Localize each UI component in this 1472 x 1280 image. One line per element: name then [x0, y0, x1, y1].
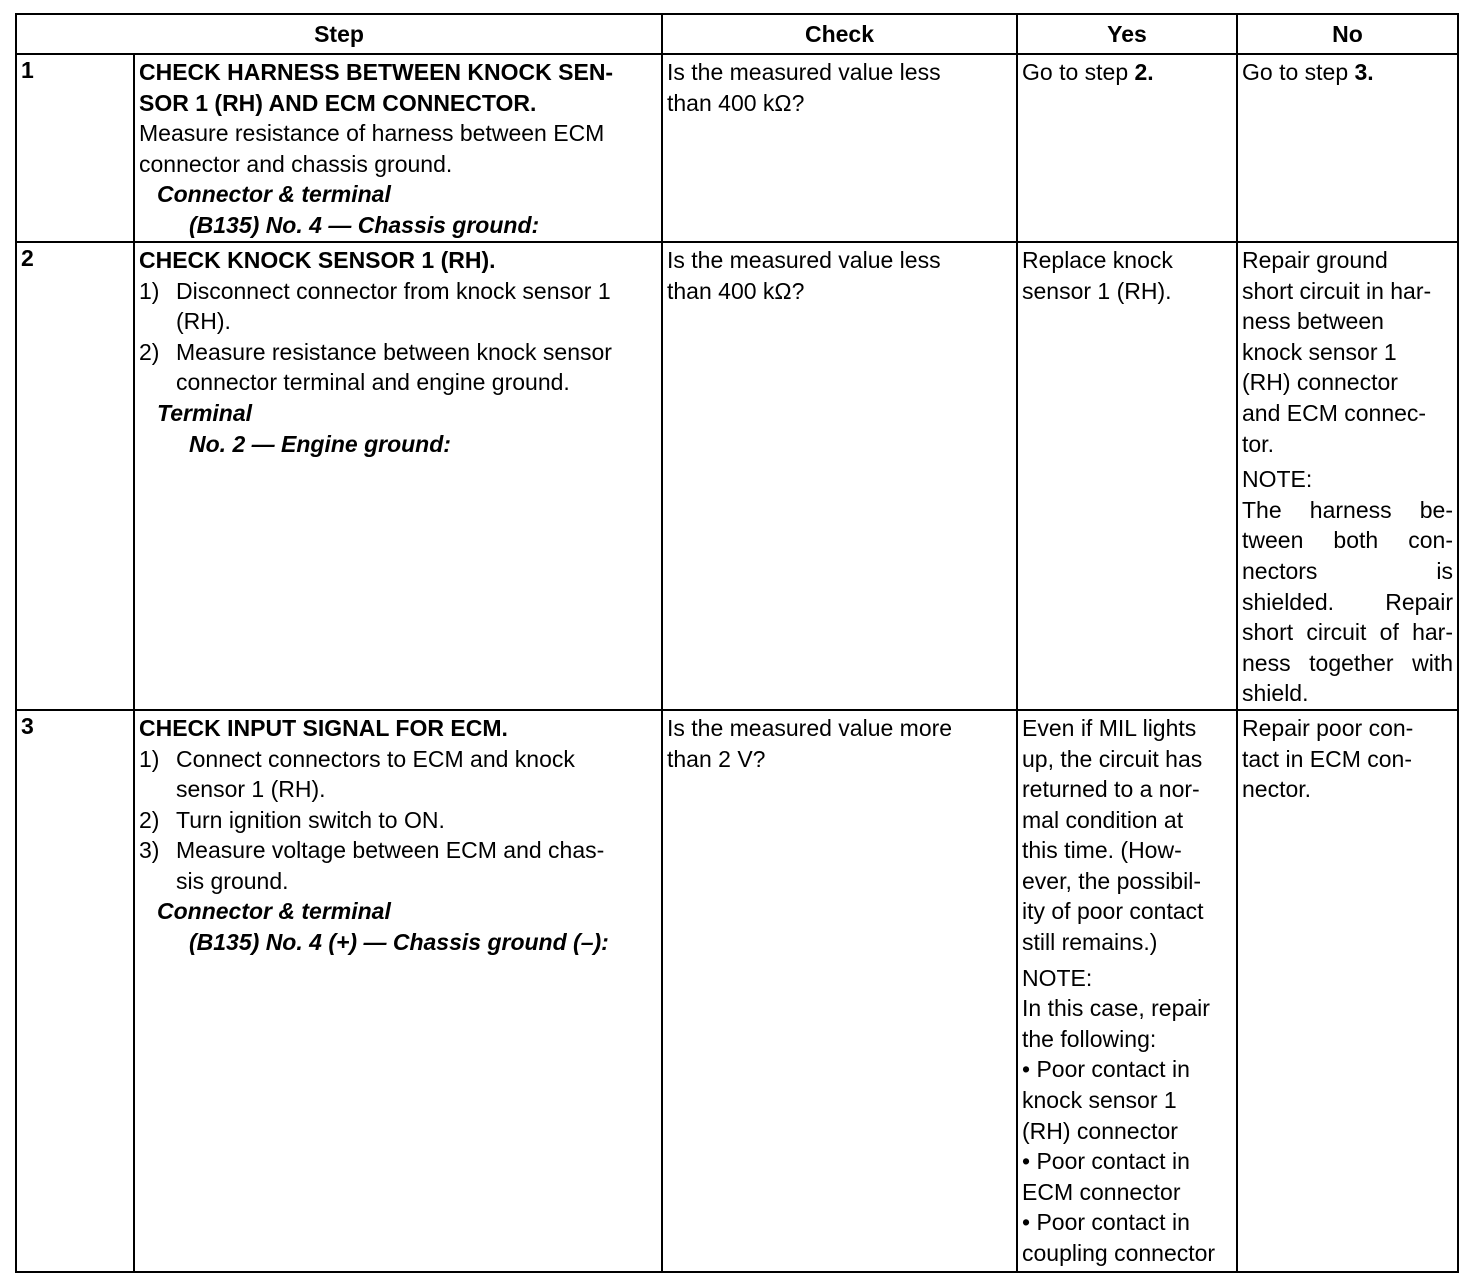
- note-text: In this case, repair: [1022, 995, 1210, 1022]
- list-item-text: connector terminal and engine ground.: [176, 369, 570, 396]
- list-item: [139, 337, 657, 398]
- yes-text: ever, the possibil-: [1022, 867, 1201, 894]
- step-title: CHECK INPUT SIGNAL FOR ECM.: [139, 714, 508, 741]
- header-step: Step: [16, 14, 662, 54]
- spec-value: No. 2 — Engine ground:: [189, 430, 451, 457]
- bullet-text: • Poor contact in: [1022, 1209, 1190, 1236]
- no-text: (RH) connector: [1242, 369, 1398, 396]
- list-item: [139, 276, 657, 337]
- yes-text: mal condition at: [1022, 806, 1184, 833]
- spec-label: Connector & terminal: [157, 898, 391, 925]
- step-title: CHECK KNOCK SENSOR 1 (RH).: [139, 247, 496, 273]
- no-cell: [1237, 242, 1458, 710]
- no-text: tact in ECM con-: [1242, 745, 1412, 772]
- no-text: Repair poor con-: [1242, 714, 1414, 741]
- list-item-text: (RH).: [176, 308, 231, 335]
- yes-text: ity of poor contact: [1022, 898, 1204, 925]
- yes-cell: [1017, 54, 1237, 242]
- yes-cell: [1017, 710, 1237, 1272]
- check-text: Is the measured value less: [667, 59, 941, 85]
- table-row: [16, 242, 1458, 710]
- step-cell: [134, 242, 662, 710]
- list-item-number: 3): [139, 837, 160, 864]
- no-cell: [1237, 54, 1458, 242]
- yes-text: still remains.): [1022, 929, 1158, 956]
- note-title: NOTE:: [1242, 466, 1313, 493]
- check-cell: [662, 242, 1017, 710]
- check-text: than 400 kΩ?: [667, 89, 805, 116]
- spec-label: Connector & terminal: [157, 181, 391, 208]
- yes-cell: [1017, 242, 1237, 710]
- no-text: Repair ground: [1242, 247, 1388, 273]
- yes-text: returned to a nor-: [1022, 776, 1200, 803]
- no-text: knock sensor 1: [1242, 338, 1397, 365]
- list-item-text: sensor 1 (RH).: [176, 776, 326, 803]
- yes-text: Even if MIL lights: [1022, 714, 1197, 741]
- no-text: and ECM connec-: [1242, 399, 1427, 426]
- list-item: [139, 744, 657, 805]
- note-title: NOTE:: [1022, 964, 1093, 991]
- bullet-text: • Poor contact in: [1022, 1148, 1190, 1175]
- check-text: than 400 kΩ?: [667, 277, 805, 304]
- note-text: shielded. Repair: [1242, 588, 1453, 615]
- header-no: No: [1237, 14, 1458, 54]
- bullet-text: (RH) connector: [1022, 1117, 1178, 1144]
- yes-text: Go to step: [1022, 59, 1135, 85]
- no-text: Go to step: [1242, 59, 1355, 85]
- spec-label: Terminal: [157, 399, 253, 426]
- note-text: short circuit of har-: [1242, 619, 1453, 646]
- table-row: [16, 54, 1458, 242]
- spec-value: (B135) No. 4 — Chassis ground:: [189, 211, 540, 238]
- step-title: SOR 1 (RH) AND ECM CONNECTOR.: [139, 89, 537, 116]
- list-item-text: Turn ignition switch to ON.: [176, 806, 445, 833]
- note-text: tween both con-: [1242, 527, 1453, 554]
- list-item: [139, 805, 657, 836]
- check-cell: [662, 54, 1017, 242]
- bullet-text: • Poor contact in: [1022, 1056, 1190, 1083]
- yes-text: up, the circuit has: [1022, 745, 1203, 772]
- header-check: Check: [662, 14, 1017, 54]
- check-text: Is the measured value less: [667, 247, 941, 273]
- spec-value: (B135) No. 4 (+) — Chassis ground (–):: [189, 929, 609, 956]
- no-text: tor.: [1242, 430, 1274, 457]
- note-text: ness together with: [1242, 649, 1453, 676]
- note-text: the following:: [1022, 1025, 1157, 1052]
- list-item-text: Connect connectors to ECM and knock: [176, 745, 575, 772]
- list-item-text: Measure voltage between ECM and chas-: [176, 837, 605, 864]
- note-text: nectors is: [1242, 557, 1453, 584]
- no-text: nector.: [1242, 776, 1312, 803]
- yes-text: this time. (How-: [1022, 837, 1182, 864]
- list-item-number: 2): [139, 338, 160, 365]
- bullet-item: [1022, 1207, 1232, 1268]
- bullet-text: knock sensor 1: [1022, 1087, 1177, 1114]
- list-item-text: sis ground.: [176, 867, 289, 894]
- note-text: The harness be-: [1242, 496, 1453, 523]
- list-item-text: Measure resistance between knock sensor: [176, 338, 612, 365]
- step-number: 2: [16, 242, 134, 710]
- check-text: Is the measured value more: [667, 714, 953, 741]
- table-row: [16, 710, 1458, 1272]
- diagnostic-table: [15, 13, 1459, 1273]
- yes-text: Replace knock: [1022, 247, 1173, 273]
- no-cell: [1237, 710, 1458, 1272]
- bullet-item: [1022, 1146, 1232, 1207]
- no-text: ness between: [1242, 308, 1384, 335]
- list-item-text: Disconnect connector from knock sensor 1: [176, 277, 611, 304]
- step-desc: connector and chassis ground.: [139, 150, 453, 177]
- bullet-text: ECM connector: [1022, 1178, 1181, 1205]
- check-text: than 2 V?: [667, 745, 766, 772]
- step-cell: [134, 710, 662, 1272]
- list-item-number: 1): [139, 745, 160, 772]
- no-text: short circuit in har-: [1242, 277, 1432, 304]
- check-cell: [662, 710, 1017, 1272]
- bullet-item: [1022, 1054, 1232, 1146]
- yes-step-ref: 2.: [1134, 59, 1154, 85]
- step-title: CHECK HARNESS BETWEEN KNOCK SEN-: [139, 59, 614, 85]
- header-row: [16, 14, 1458, 54]
- list-item-number: 1): [139, 277, 160, 304]
- header-yes: Yes: [1017, 14, 1237, 54]
- bullet-text: coupling connector: [1022, 1240, 1216, 1266]
- step-number: 3: [16, 710, 134, 1272]
- step-cell: [134, 54, 662, 242]
- list-item: [139, 835, 657, 896]
- step-desc: Measure resistance of harness between ECM: [139, 120, 605, 147]
- no-step-ref: 3.: [1354, 59, 1374, 85]
- yes-text: sensor 1 (RH).: [1022, 277, 1172, 304]
- list-item-number: 2): [139, 806, 160, 833]
- note-text: shield.: [1242, 680, 1309, 707]
- step-number: 1: [16, 54, 134, 242]
